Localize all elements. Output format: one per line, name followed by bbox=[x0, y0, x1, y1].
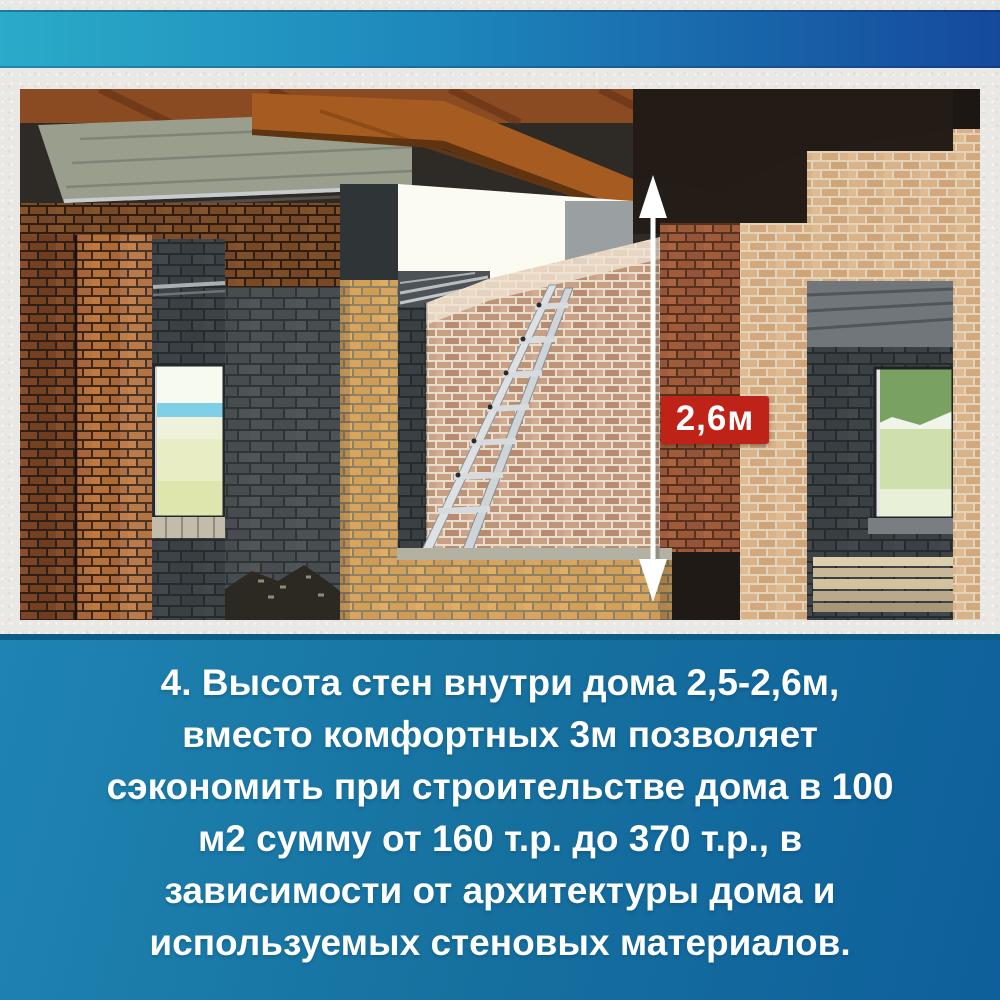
caption-line-4: м2 сумму от 160 т.р. до 370 т.р., в bbox=[197, 818, 803, 859]
caption-text bbox=[0, 657, 1000, 969]
left-pillar-shaded-face bbox=[20, 235, 76, 620]
caption-line-5: зависимости от архитектуры дома и bbox=[164, 870, 836, 911]
top-accent-bar bbox=[0, 10, 1000, 68]
lumber-stack bbox=[813, 557, 953, 612]
shadow-block-strip bbox=[398, 280, 428, 556]
caption-line-1: 4. Высота стен внутри дома 2,5-2,6м, bbox=[160, 662, 840, 703]
doorway bbox=[807, 151, 953, 620]
brick-half-wall bbox=[397, 548, 740, 620]
measurement-badge-text: 2,6м bbox=[675, 399, 755, 438]
caption-line-6: используемых стеновых материалов. bbox=[149, 922, 851, 963]
left-window bbox=[152, 365, 225, 538]
left-pillar-lit-face bbox=[76, 235, 152, 620]
caption-line-3: сэкономить при строительстве дома в 100 bbox=[106, 766, 894, 807]
right-pillar-shaded-face bbox=[660, 223, 740, 556]
caption-panel bbox=[0, 634, 1000, 1000]
inner-window bbox=[868, 368, 953, 534]
doorway-lintel bbox=[807, 151, 953, 281]
center-pillar bbox=[340, 184, 398, 620]
cinder-block-wall bbox=[225, 287, 340, 620]
construction-photo bbox=[20, 89, 980, 620]
measurement-badge bbox=[661, 396, 769, 444]
caption-line-2: вместо комфортных 3м позволяет bbox=[182, 714, 818, 755]
right-edge-pillar bbox=[953, 89, 980, 620]
